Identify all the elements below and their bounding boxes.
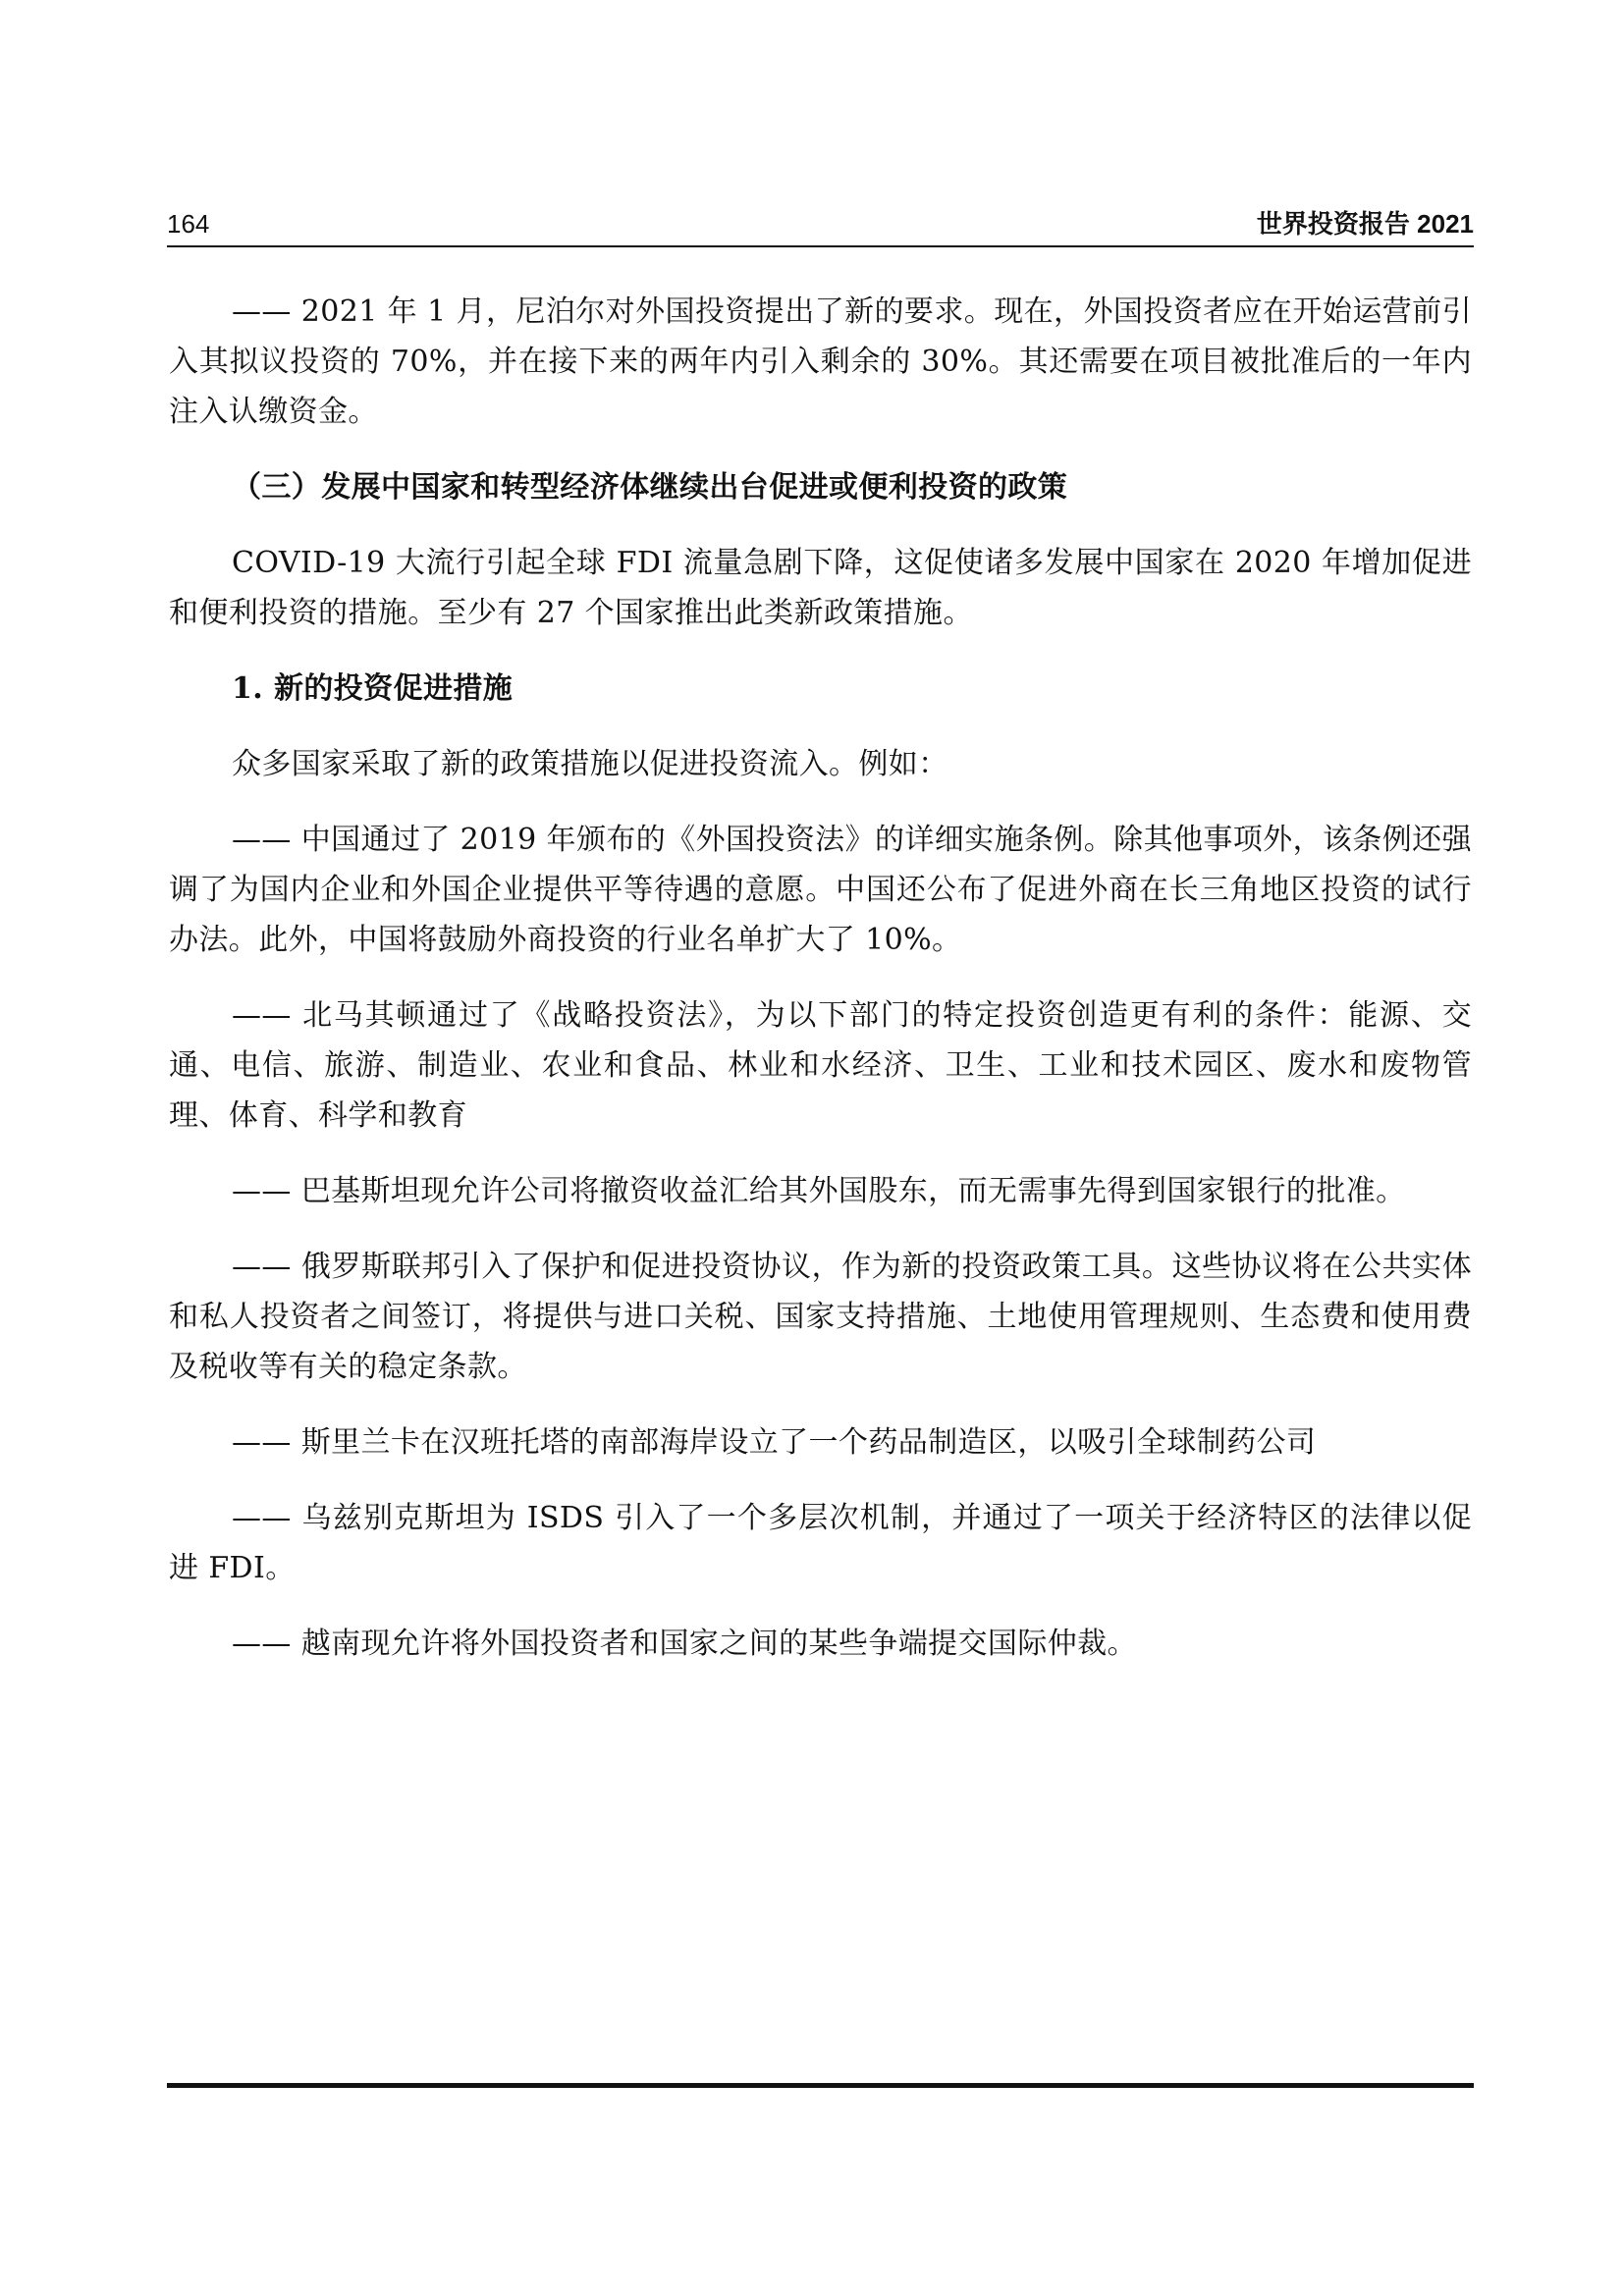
footer-rule bbox=[167, 2083, 1474, 2088]
page-header bbox=[167, 206, 1474, 241]
page-body bbox=[169, 287, 1472, 1669]
page-number: 164 bbox=[167, 209, 210, 239]
section-heading: （三）发展中国家和转型经济体继续出台促进或便利投资的政策 bbox=[232, 470, 1068, 505]
paragraph-uzbekistan: —— 乌兹别克斯坦为 ISDS 引入了一个多层次机制，并通过了一项关于经济特区的法律以促进 FDI。 bbox=[169, 1501, 1472, 1585]
paragraph-pakistan: —— 巴基斯坦现允许公司将撤资收益汇给其外国股东，而无需事先得到国家银行的批准。 bbox=[232, 1174, 1406, 1208]
header-rule bbox=[167, 245, 1474, 247]
paragraph-covid: COVID-19 大流行引起全球 FDI 流量急剧下降，这促使诸多发展中国家在 2020 年增加促进和便利投资的措施。至少有 27 个国家推出此类新政策措施。 bbox=[169, 546, 1472, 630]
paragraph-russia: —— 俄罗斯联邦引入了保护和促进投资协议，作为新的投资政策工具。这些协议将在公共实体和私人投资者之间签订，将提供与进口关税、国家支持措施、土地使用管理规则、生态费和使用费及税收等有关的稳定条款。 bbox=[169, 1250, 1472, 1384]
running-title: 世界投资报告 2021 bbox=[1256, 209, 1474, 239]
paragraph-nepal: —— 2021 年 1 月，尼泊尔对外国投资提出了新的要求。现在，外国投资者应在开始运营前引入其拟议投资的 70%，并在接下来的两年内引入剩余的 30%。其还需要在项目被批准后的一年内注入认缴资金。 bbox=[169, 294, 1472, 429]
subsection-heading: 1. 新的投资促进措施 bbox=[232, 671, 514, 706]
paragraph-vietnam: —— 越南现允许将外国投资者和国家之间的某些争端提交国际仲裁。 bbox=[232, 1627, 1137, 1661]
paragraph-intro: 众多国家采取了新的政策措施以促进投资流入。例如： bbox=[232, 747, 948, 781]
paragraph-china: —— 中国通过了 2019 年颁布的《外国投资法》的详细实施条例。除其他事项外，该条例还强调了为国内企业和外国企业提供平等待遇的意愿。中国还公布了促进外商在长三角地区投资的试行办法。此外，中国将鼓励外商投资的行业名单扩大了 10%。 bbox=[169, 823, 1472, 957]
paragraph-north-macedonia: —— 北马其顿通过了《战略投资法》，为以下部门的特定投资创造更有利的条件：能源、交通、电信、旅游、制造业、农业和食品、林业和水经济、卫生、工业和技术园区、废水和废物管理、体育、科学和教育 bbox=[169, 998, 1472, 1133]
paragraph-sri-lanka: —— 斯里兰卡在汉班托塔的南部海岸设立了一个药品制造区，以吸引全球制药公司 bbox=[232, 1425, 1317, 1460]
